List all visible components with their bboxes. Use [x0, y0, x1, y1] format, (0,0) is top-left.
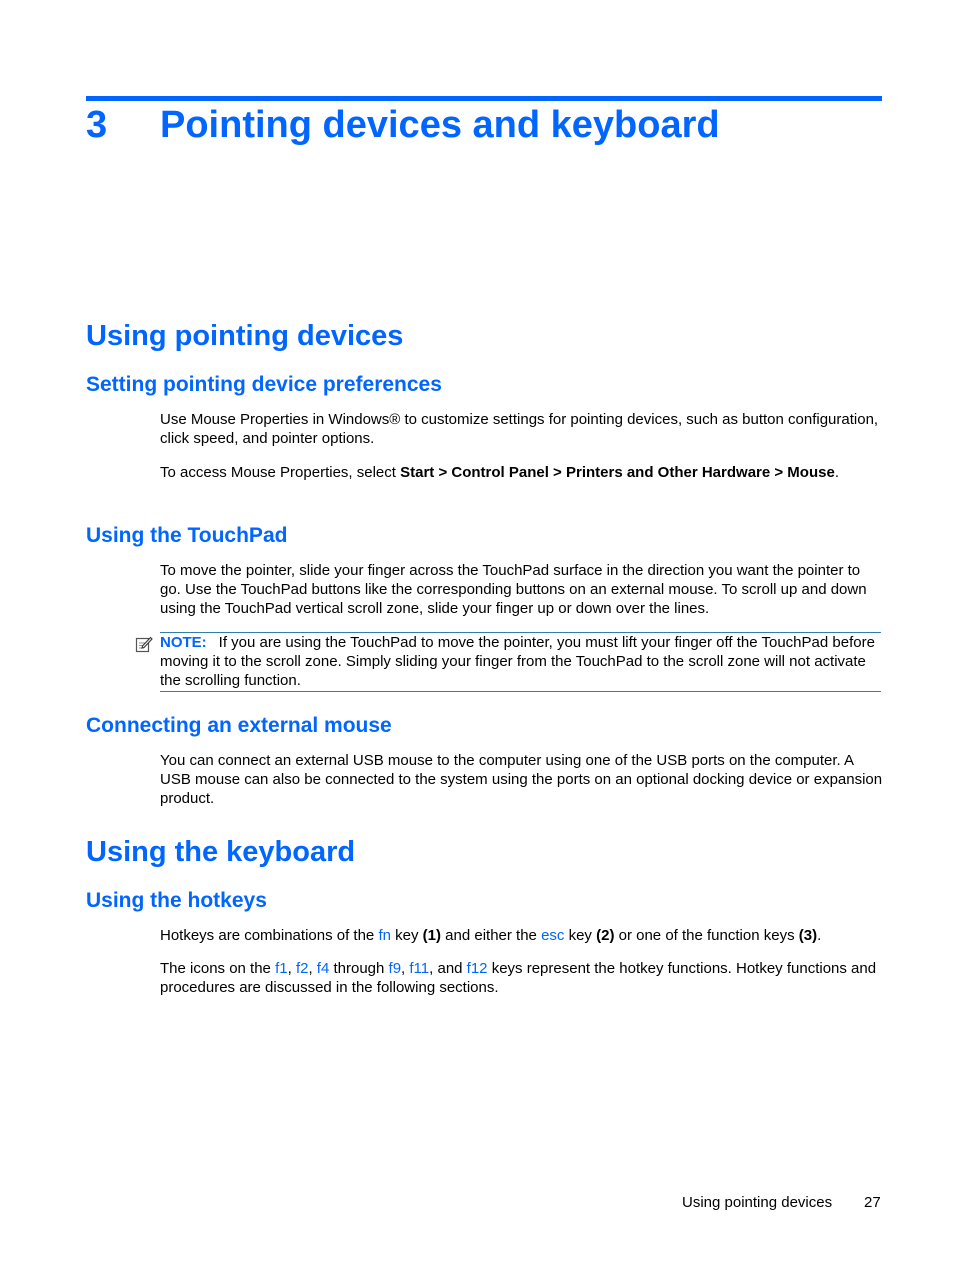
heading-using-pointing-devices: Using pointing devices	[86, 320, 404, 352]
hotkeys-paragraph-2	[160, 959, 884, 997]
key-esc: esc	[541, 927, 565, 944]
hotkeys-p2-sep-2: ,	[308, 960, 317, 977]
key-f4: f4	[316, 960, 330, 977]
hotkeys-p1-text-5: or one of the function keys	[614, 927, 799, 944]
hotkeys-p2-text-4: keys represent the hotkey functions. Hotkey functions and procedures are discussed in the following sections.	[160, 960, 877, 996]
heading-connecting-mouse: Connecting an external mouse	[86, 714, 392, 737]
chapter-title	[86, 102, 720, 148]
touchpad-paragraph: To move the pointer, slide your finger across the TouchPad surface in the direction you want the pointer to go. Use the TouchPad buttons like the corresponding buttons on an external mouse. To scroll up and down using the TouchPad vertical scroll zone, slide your finger up or down over the lines.	[160, 562, 867, 617]
note-body: If you are using the TouchPad to move the pointer, you must lift your finger off the TouchPad before moving it to the scroll zone. Simply sliding your finger from the TouchPad to the scroll zone will not activate the scrolling function.	[160, 634, 875, 689]
mouse-paragraph: You can connect an external USB mouse to the computer using one of the USB ports on the computer. A USB mouse can also be connected to the system using the ports on an optional docking device or expansion product.	[160, 752, 883, 807]
hotkeys-paragraph-1	[160, 926, 884, 945]
preferences-paragraph-1: Use Mouse Properties in Windows® to customize settings for pointing devices, such as button configuration, click speed, and pointer options.	[160, 411, 879, 447]
key-f11: f11	[409, 960, 430, 977]
callout-2: (2)	[596, 927, 615, 944]
heading-using-hotkeys: Using the hotkeys	[86, 889, 267, 912]
footer-page-number: 27	[864, 1194, 881, 1211]
hotkeys-p2-text-3: , and	[429, 960, 467, 977]
callout-1: (1)	[422, 927, 441, 944]
chapter-title-text: Pointing devices and keyboard	[160, 104, 720, 146]
key-f12: f12	[466, 960, 488, 977]
hotkeys-p2-sep-1: ,	[287, 960, 296, 977]
preferences-p2-prefix: To access Mouse Properties, select	[160, 464, 401, 481]
hotkeys-p1-text-6: .	[817, 927, 822, 944]
hotkeys-p1-text-4: key	[564, 927, 597, 944]
heading-setting-preferences: Setting pointing device preferences	[86, 373, 442, 396]
chapter-rule	[86, 96, 882, 101]
hotkeys-p1-text-3: and either the	[441, 927, 542, 944]
note-label: NOTE:	[160, 634, 207, 651]
key-f1: f1	[275, 960, 288, 977]
hotkeys-p2-text-1: The icons on the	[160, 960, 276, 977]
hotkeys-p1-text-1: Hotkeys are combinations of the	[160, 927, 379, 944]
preferences-p2-suffix: .	[834, 464, 839, 481]
heading-using-keyboard: Using the keyboard	[86, 836, 356, 868]
hotkeys-p2-text-2: through	[329, 960, 389, 977]
chapter-number: 3	[86, 104, 108, 146]
note-pencil-icon	[135, 635, 153, 653]
key-f2: f2	[295, 960, 309, 977]
note-text	[160, 633, 884, 690]
key-fn: fn	[378, 927, 391, 944]
menu-path: Start > Control Panel > Printers and Other Hardware > Mouse	[400, 464, 835, 481]
preferences-paragraph-2	[160, 463, 884, 482]
footer-section-name: Using pointing devices	[682, 1194, 833, 1211]
key-f9: f9	[388, 960, 402, 977]
hotkeys-p1-text-2: key	[390, 927, 423, 944]
heading-using-touchpad: Using the TouchPad	[86, 524, 288, 547]
callout-3: (3)	[798, 927, 818, 944]
hotkeys-p2-sep-3: ,	[401, 960, 410, 977]
